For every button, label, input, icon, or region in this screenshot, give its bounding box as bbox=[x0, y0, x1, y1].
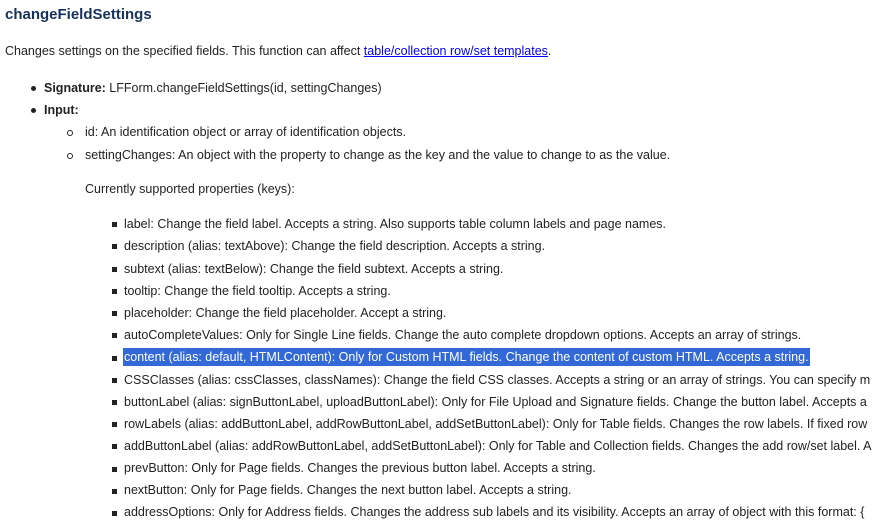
input-line bbox=[44, 102, 79, 118]
property-item: prevButton: Only for Page fields. Changes the previous button label. Accepts a string. bbox=[124, 461, 596, 475]
signature-value: LFForm.changeFieldSettings(id, settingChanges) bbox=[105, 81, 382, 95]
selected-text: content (alias: default, HTMLContent): Only for Custom HTML fields. Change the content of custom HTML. Accepts a string. bbox=[124, 350, 809, 364]
bullet-square bbox=[112, 467, 117, 472]
bullet-square bbox=[112, 311, 117, 316]
property-item: addressOptions: Only for Address fields. Changes the address sub labels and its visibility. Accepts an array of object with this format: { bbox=[124, 505, 865, 519]
property-item: label: Change the field label. Accepts a string. Also supports table column labels and page names. bbox=[124, 217, 667, 231]
supported-heading: Currently supported properties (keys): bbox=[85, 182, 295, 196]
intro-text: Changes settings on the specified fields. This function can affect bbox=[5, 44, 364, 58]
bullet-circle bbox=[67, 130, 73, 136]
bullet-square bbox=[112, 244, 117, 249]
bullet-square bbox=[112, 444, 117, 449]
bullet-disc bbox=[31, 108, 36, 113]
property-item: description (alias: textAbove): Change the field description. Accepts a string. bbox=[124, 239, 546, 253]
bullet-square bbox=[112, 289, 117, 294]
intro-trailing: . bbox=[547, 44, 552, 58]
property-item: rowLabels (alias: addButtonLabel, addRowButtonLabel, addSetButtonLabel): Only for Table fields. Changes the row labels. If fixed row bbox=[124, 417, 868, 431]
input-label: Input: bbox=[44, 103, 79, 117]
property-item: tooltip: Change the field tooltip. Accepts a string. bbox=[124, 284, 391, 298]
bullet-square bbox=[112, 378, 117, 383]
bullet-square bbox=[112, 489, 117, 494]
bullet-square bbox=[112, 400, 117, 405]
bullet-square bbox=[112, 267, 117, 272]
input-item-settingchanges: settingChanges: An object with the property to change as the key and the value to change to as the value. bbox=[85, 148, 671, 162]
input-item-id: id: An identification object or array of identification objects. bbox=[85, 125, 407, 139]
intro-paragraph bbox=[5, 44, 551, 58]
bullet-square bbox=[112, 222, 117, 227]
property-item: buttonLabel (alias: signButtonLabel, uploadButtonLabel): Only for File Upload and Signature fields. Change the button label. Accepts a bbox=[124, 395, 867, 409]
property-item: nextButton: Only for Page fields. Changes the next button label. Accepts a string. bbox=[124, 483, 572, 497]
page-title: changeFieldSettings bbox=[5, 6, 152, 23]
property-item: CSSClasses (alias: cssClasses, classNames): Change the field CSS classes. Accepts a string or an array of strings. You can specify m bbox=[124, 373, 871, 387]
bullet-square bbox=[112, 422, 117, 427]
property-item: subtext (alias: textBelow): Change the field subtext. Accepts a string. bbox=[124, 262, 504, 276]
property-item-selected bbox=[123, 349, 810, 365]
templates-link[interactable]: table/collection row/set templates bbox=[363, 44, 548, 58]
bullet-square bbox=[112, 356, 117, 361]
property-item: addButtonLabel (alias: addRowButtonLabel, addSetButtonLabel): Only for Table and Collection fields. Changes the add row/set label. A bbox=[124, 439, 872, 453]
bullet-square bbox=[112, 511, 117, 516]
property-item: autoCompleteValues: Only for Single Line fields. Change the auto complete dropdown options. Accepts an array of strings. bbox=[124, 328, 802, 342]
signature-label: Signature: bbox=[44, 81, 106, 95]
bullet-circle bbox=[67, 153, 73, 159]
bullet-disc bbox=[31, 86, 36, 91]
signature-line bbox=[44, 80, 382, 96]
property-item: placeholder: Change the field placeholder. Accept a string. bbox=[124, 306, 447, 320]
bullet-square bbox=[112, 333, 117, 338]
